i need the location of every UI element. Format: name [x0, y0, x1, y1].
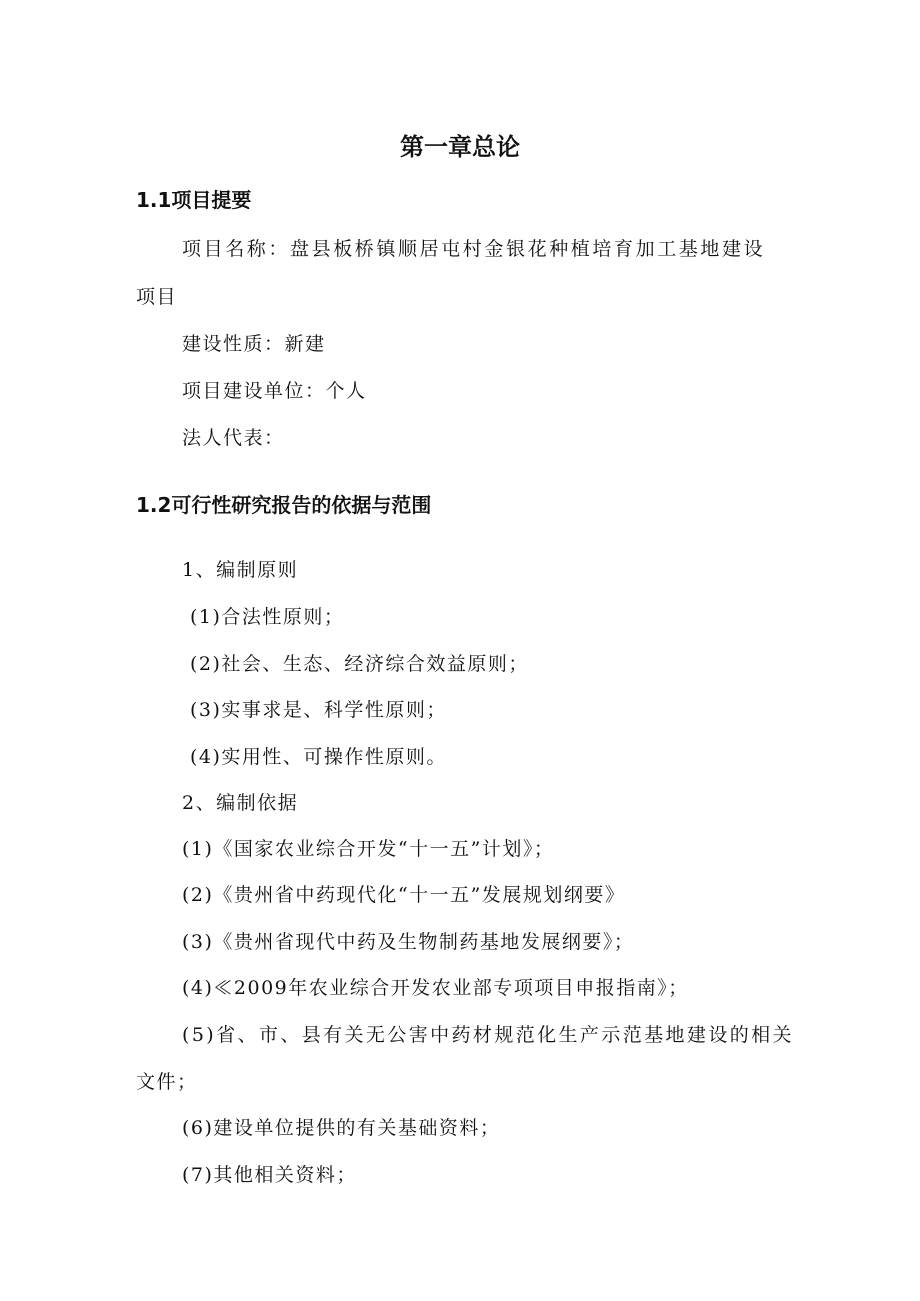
project-name-line1: 项目名称：盘县板桥镇顺居屯村金银花种植培育加工基地建设 [182, 238, 766, 260]
principle-item: (4)实用性、可操作性原则。 [190, 746, 447, 768]
principle-item: (1)合法性原则； [190, 606, 345, 628]
principle-item: (3)实事求是、科学性原则； [190, 699, 447, 721]
basis-item: (3)《贵州省现代中药及生物制药基地发展纲要》； [182, 931, 635, 953]
basis-item: (5)省、市、县有关无公害中药材规范化生产示范基地建设的相关 [182, 1024, 794, 1046]
construction-unit: 项目建设单位：个人 [182, 380, 367, 402]
section-heading-1-2: 1.2可行性研究报告的依据与范围 [136, 493, 432, 517]
basis-item: (2)《贵州省中药现代化“十一五”发展规划纲要》 [182, 884, 626, 906]
basis-heading: 2、编制依据 [182, 792, 299, 814]
basis-item: (7)其他相关资料； [182, 1164, 357, 1186]
section-heading-1-1: 1.1项目提要 [136, 188, 252, 212]
principle-item: (2)社会、生态、经济综合效益原则； [190, 653, 529, 675]
basis-item: (4)≪2009年农业综合开发农业部专项项目申报指南》； [182, 977, 689, 999]
construction-nature: 建设性质：新建 [182, 333, 326, 355]
basis-item: (1)《国家农业综合开发“十一五”计划》； [182, 838, 555, 860]
basis-item-continuation: 文件； [136, 1071, 198, 1093]
project-name-line2: 项目 [136, 286, 178, 308]
legal-representative: 法人代表： [182, 427, 285, 449]
principles-heading: 1、编制原则 [182, 559, 299, 581]
basis-item: (6)建设单位提供的有关基础资料； [182, 1117, 501, 1139]
chapter-title: 第一章总论 [400, 133, 520, 161]
